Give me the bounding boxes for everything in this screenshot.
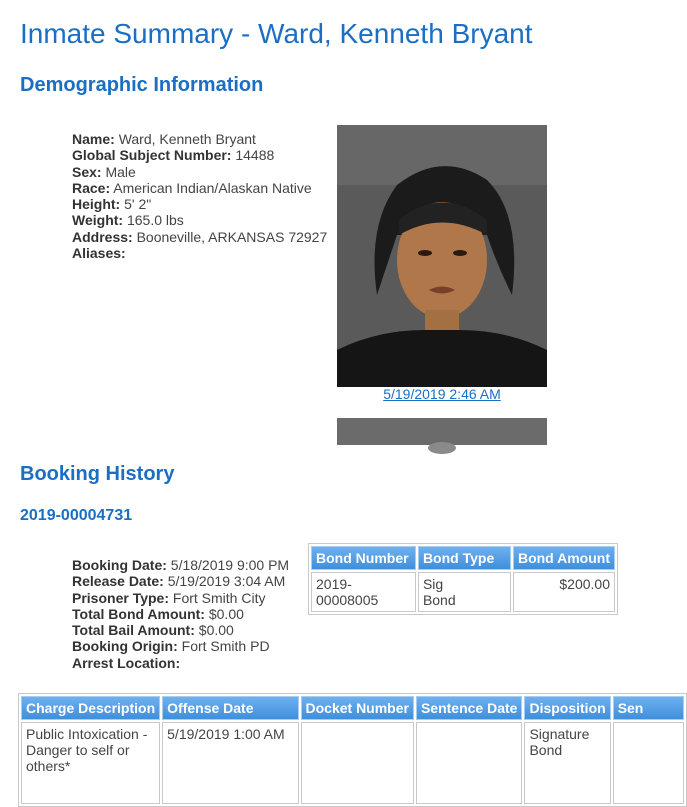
offense-date-header[interactable]: Offense Date <box>162 696 298 720</box>
sentence-header[interactable]: Sen <box>613 696 685 720</box>
mugshot-photo[interactable] <box>337 125 547 387</box>
demographic-heading: Demographic Information <box>20 74 264 96</box>
race-row: Race: American Indian/Alaskan Native <box>72 179 312 196</box>
bond-number-cell: 2019-00008005 <box>311 572 416 612</box>
subject-number-row: Global Subject Number: 14488 <box>72 147 275 164</box>
offense-date-cell: 5/19/2019 1:00 AM <box>162 722 298 804</box>
sex-row: Sex: Male <box>72 163 136 180</box>
bond-amount-cell: $200.00 <box>513 572 615 612</box>
bond-number-header[interactable]: Bond Number <box>311 546 416 570</box>
charge-description-header[interactable]: Charge Description <box>21 696 160 720</box>
sentence-date-cell <box>416 722 522 804</box>
page-title: Inmate Summary - Ward, Kenneth Bryant <box>20 18 533 49</box>
charge-description-cell: Public Intoxication - Danger to self or others* <box>21 722 160 804</box>
name-row: Name: Ward, Kenneth Bryant <box>72 131 256 147</box>
height-row: Height: 5' 2" <box>72 196 152 213</box>
booking-origin-row: Booking Origin: Fort Smith PD <box>72 638 270 655</box>
aliases-row: Aliases: <box>72 245 126 262</box>
prisoner-type-row: Prisoner Type: Fort Smith City <box>72 589 266 606</box>
charge-table <box>18 693 687 807</box>
bond-type-cell: Sig Bond <box>418 572 511 612</box>
bond-table <box>308 543 618 615</box>
bond-amount-header[interactable]: Bond Amount <box>513 546 615 570</box>
table-row <box>21 722 684 804</box>
bond-table-header <box>311 546 615 570</box>
mugshot-illustration <box>337 125 547 387</box>
address-row: Address: Booneville, ARKANSAS 72927 <box>72 228 328 245</box>
total-bond-row: Total Bond Amount: $0.00 <box>72 605 244 622</box>
sentence-cell <box>613 722 685 804</box>
charge-table-header <box>21 696 684 720</box>
second-mugshot-photo[interactable] <box>337 418 547 445</box>
booking-history-heading: Booking History <box>20 463 175 485</box>
bond-type-header[interactable]: Bond Type <box>418 546 511 570</box>
sentence-date-header[interactable]: Sentence Date <box>416 696 522 720</box>
mugshot-date-link[interactable]: 5/19/2019 2:46 AM <box>383 386 501 402</box>
arrest-location-row: Arrest Location: <box>72 654 181 671</box>
table-row <box>311 572 615 612</box>
weight-row: Weight: 165.0 lbs <box>72 212 184 229</box>
total-bail-row: Total Bail Amount: $0.00 <box>72 622 234 639</box>
booking-date-row: Booking Date: 5/18/2019 9:00 PM <box>72 557 290 573</box>
docket-number-header[interactable]: Docket Number <box>301 696 414 720</box>
second-mugshot-illustration <box>337 418 547 445</box>
docket-number-cell <box>301 722 414 804</box>
disposition-cell: Signature Bond <box>524 722 610 804</box>
booking-number: 2019-00004731 <box>20 507 133 524</box>
booking-info <box>72 557 289 671</box>
disposition-header[interactable]: Disposition <box>524 696 610 720</box>
demographic-info <box>72 131 327 261</box>
release-date-row: Release Date: 5/19/2019 3:04 AM <box>72 573 286 590</box>
